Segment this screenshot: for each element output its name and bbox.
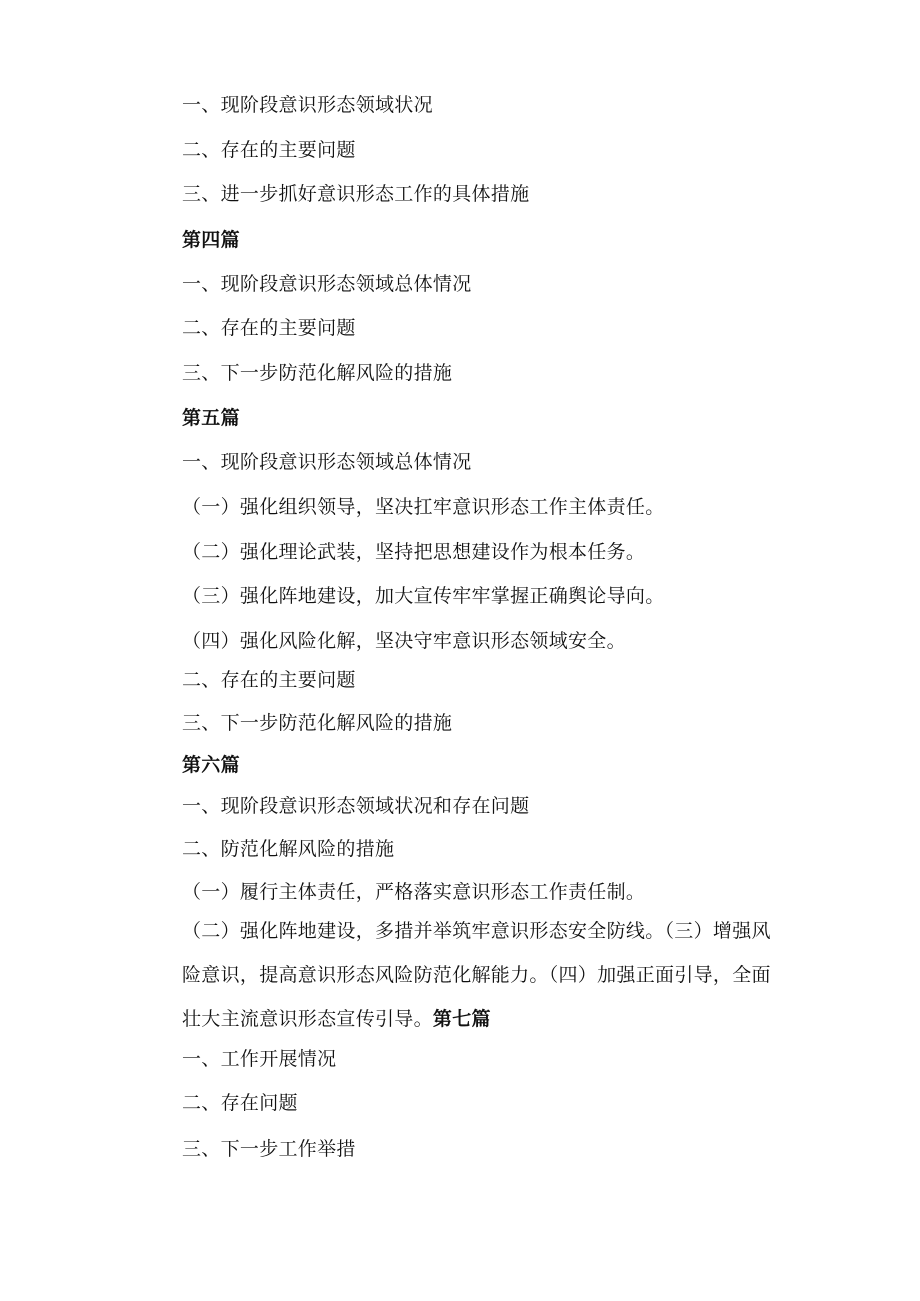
section-line: 一、工作开展情况 [182, 1048, 337, 1070]
section-line: 一、现阶段意识形态领域状况和存在问题 [182, 795, 530, 817]
chapter-heading: 第五篇 [182, 407, 240, 429]
section-line: 二、存在的主要问题 [182, 669, 356, 691]
subsection-line: （三）强化阵地建设，加大宣传牢牢掌握正确舆论导向。 [182, 585, 665, 607]
section-line: 一、现阶段意识形态领域总体情况 [182, 451, 472, 473]
section-line: 三、进一步抓好意识形态工作的具体措施 [182, 183, 530, 205]
section-line: 二、存在的主要问题 [182, 139, 356, 161]
chapter-heading: 第六篇 [182, 754, 240, 776]
subsection-line: （一）强化组织领导，坚决扛牢意识形态工作主体责任。 [182, 496, 665, 518]
section-line: 三、下一步防范化解风险的措施 [182, 712, 453, 734]
chapter-heading: 第七篇 [432, 1008, 491, 1030]
section-line: 二、防范化解风险的措施 [182, 838, 395, 860]
subsection-line: （一）履行主体责任，严格落实意识形态工作责任制。 [182, 881, 646, 903]
subsection-line: （四）强化风险化解，坚决守牢意识形态领域安全。 [182, 630, 626, 652]
section-line: 一、现阶段意识形态领域状况 [182, 94, 433, 116]
body-paragraph [182, 909, 782, 1041]
chapter-heading: 第四篇 [182, 229, 240, 251]
subsection-line: （二）强化理论武装，坚持把思想建设作为根本任务。 [182, 541, 646, 563]
paragraph-text: （二）强化阵地建设，多措并举筑牢意识形态安全防线。（三）增强风险意识，提高意识形态风险防范化解能力。（四）加强正面引导，全面壮大主流意识形态宣传引导。 [182, 920, 771, 1030]
section-line: 二、存在的主要问题 [182, 317, 356, 339]
section-line: 二、存在问题 [182, 1092, 298, 1114]
section-line: 一、现阶段意识形态领域总体情况 [182, 273, 472, 295]
section-line: 三、下一步工作举措 [182, 1138, 356, 1160]
section-line: 三、下一步防范化解风险的措施 [182, 362, 453, 384]
